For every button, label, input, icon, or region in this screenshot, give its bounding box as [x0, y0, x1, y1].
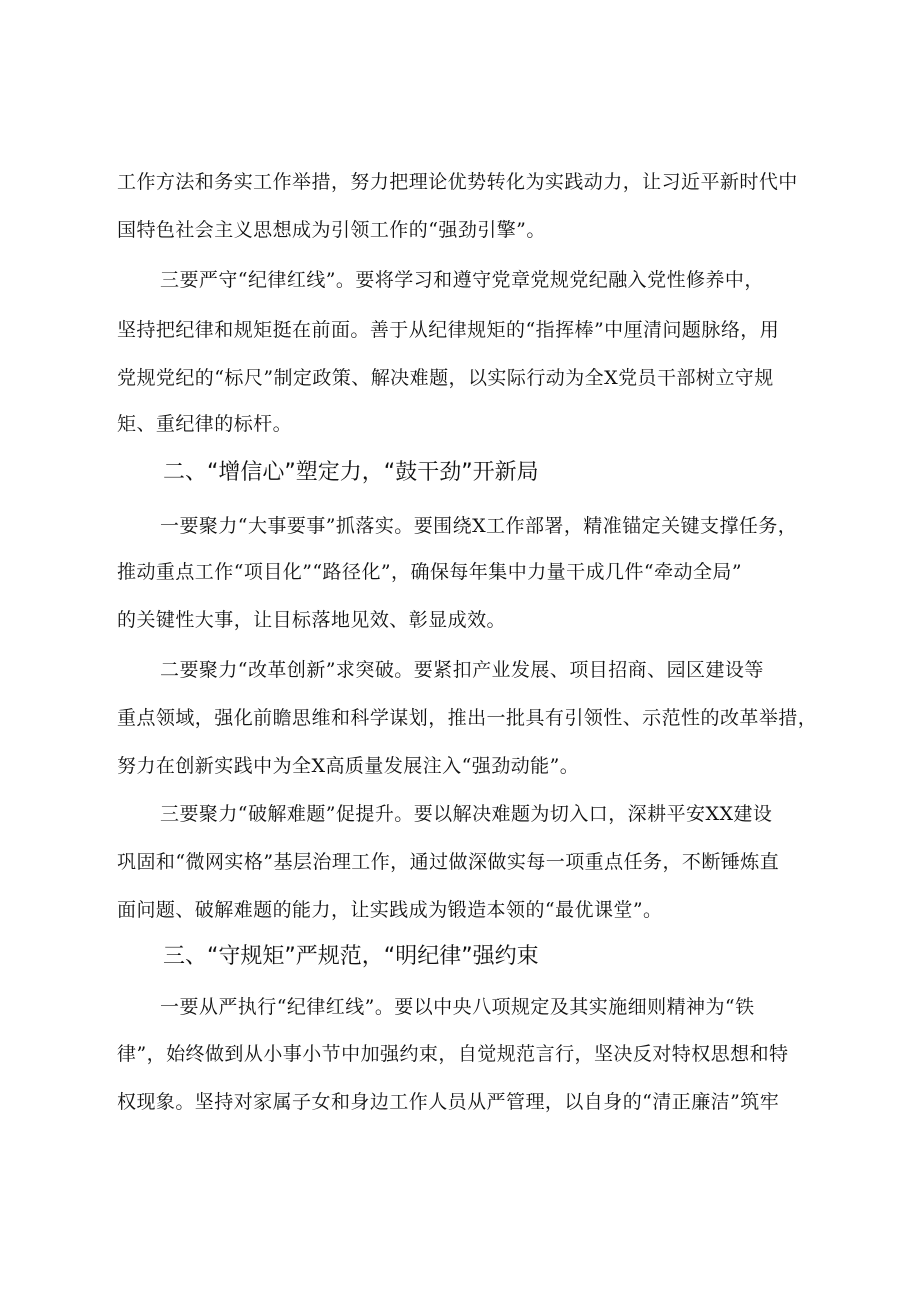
- paragraph-first-line: 三要聚力“破解难题”促提升。要以解决难题为切入口，深耕平安XX建设: [160, 803, 773, 825]
- paragraph-first-line: 一要从严执行“纪律红线”。要以中央八项规定及其实施细则精神为“铁: [160, 996, 755, 1018]
- body-line: 权现象。坚持对家属子女和身边工作人员从严管理，以自身的“清正廉洁”筑牢: [117, 1091, 780, 1113]
- body-line: 工作方法和务实工作举措，努力把理论优势转化为实践动力，让习近平新时代中: [117, 171, 798, 193]
- body-line: 面问题、破解难题的能力，让实践成为锻造本领的“最优课堂”。: [117, 899, 663, 921]
- body-line: 坚持把纪律和规矩挺在前面。善于从纪律规矩的“指挥棒”中厘清问题脉络，用: [117, 319, 780, 341]
- body-line: 努力在创新实践中为全X高质量发展注入“强劲动能”。: [117, 755, 580, 777]
- body-line: 重点领域，强化前瞻思维和科学谋划，推出一批具有引领性、示范性的改革举措，: [117, 707, 818, 729]
- body-line: 的关键性大事，让目标落地见效、彰显成效。: [117, 609, 507, 631]
- section-heading: 二、“增信心”塑定力，“鼓干劲”开新局: [163, 460, 539, 485]
- section-heading: 三、“守规矩”严规范，“明纪律”强约束: [163, 944, 539, 969]
- paragraph-first-line: 三要严守“纪律红线”。要将学习和遵守党章党规党纪融入党性修养中，: [160, 269, 764, 291]
- paragraph-first-line: 一要聚力“大事要事”抓落实。要围绕X工作部署，精准锚定关键支撑任务，: [160, 515, 798, 537]
- body-line: 党规党纪的“标尺”制定政策、解决难题，以实际行动为全X党员干部树立守规: [117, 367, 774, 389]
- body-line: 矩、重纪律的标杆。: [117, 413, 293, 435]
- body-line: 国特色社会主义思想成为引领工作的“强劲引擎”。: [117, 219, 546, 241]
- paragraph-first-line: 二要聚力“改革创新”求突破。要紧扣产业发展、项目招商、园区建设等: [160, 659, 764, 681]
- body-line: 律”，始终做到从小事小节中加强约束，自觉规范言行，坚决反对特权思想和特: [117, 1043, 789, 1065]
- body-line: 巩固和“微网实格”基层治理工作，通过做深做实每一项重点任务，不断锤炼直: [117, 851, 780, 873]
- body-line: 推动重点工作“项目化”“路径化”，确保每年集中力量干成几件“牵动全局”: [117, 561, 743, 583]
